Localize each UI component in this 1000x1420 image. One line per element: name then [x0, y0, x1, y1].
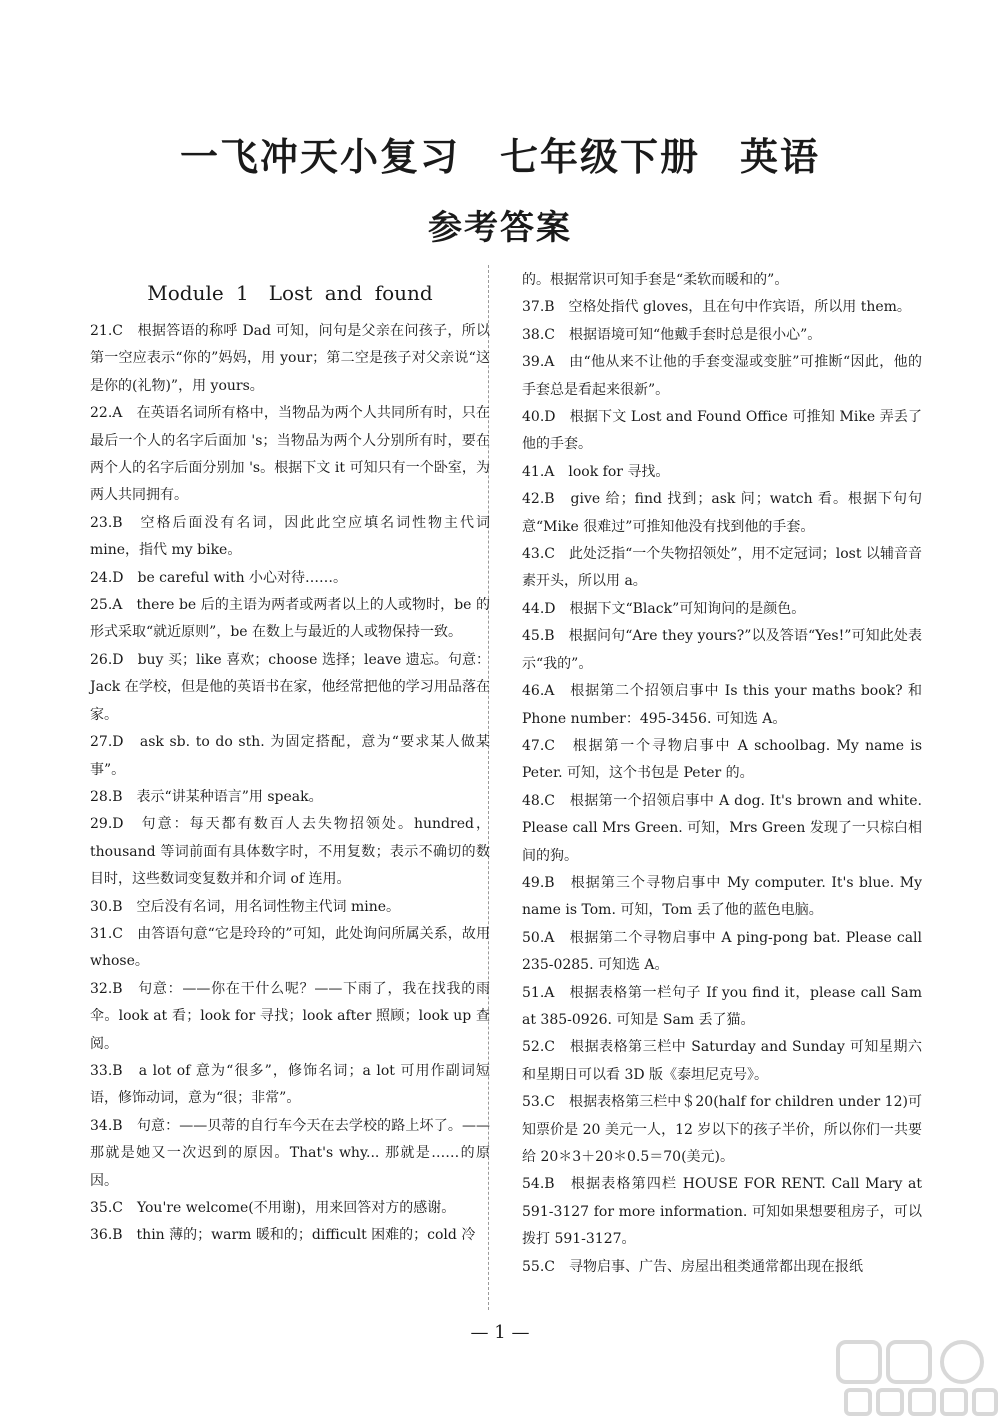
watermark-logo [836, 1338, 1000, 1420]
answer-item: 36.B thin 薄的；warm 暖和的；difficult 困难的；cold 冷 [90, 1227, 476, 1244]
answer-item: 37.B 空格处指代 gloves，且在句中作宾语，所以用 them。 [522, 299, 911, 316]
answer-item: 33.B a lot of 意为“很多”，修饰名词；a lot 可用作副词短语，修饰动词，意为“很；非常”。 [90, 1062, 490, 1107]
answer-item: 30.B 空后没有名词，用名词性物主代词 mine。 [90, 898, 401, 915]
answer-item: 38.C 根据语境可知“他戴手套时总是很小心”。 [522, 326, 822, 343]
answer-item: 31.C 由答语句意“它是玲玲的”可知，此处询问所属关系，故用 whose。 [90, 925, 490, 970]
page-number: — 1 — [470, 1322, 530, 1343]
left-answer-list [90, 318, 490, 1250]
answer-item: 32.B 句意：——你在干什么呢？——下雨了，我在找我的雨伞。look at 看；look for 寻找；look after 照顾；look up 查阅。 [90, 980, 490, 1052]
answer-item: 49.B 根据第三个寻物启事中 My computer. It's blue. My name is Tom. 可知，Tom 丢了他的蓝色电脑。 [522, 874, 922, 919]
answer-item: 54.B 根据表格第四栏 HOUSE FOR RENT. Call Mary at 591-3127 for more information. 可知如果想要租房子，可以拨打 591-3127。 [522, 1176, 922, 1248]
answer-item: 42.B give 给；find 找到；ask 问；watch 看。根据下句句意“Mike 很难过”可推知他没有找到他的手套。 [522, 491, 922, 535]
answer-item: 23.B 空格后面没有名词，因此此空应填名词性物主代词 mine，指代 my bike。 [90, 514, 490, 559]
answer-item: 55.C 寻物启事、广告、房屋出租类通常都出现在报纸 [522, 1258, 863, 1275]
answer-item: 28.B 表示“讲某种语言”用 speak。 [90, 788, 323, 805]
answer-item: 44.D 根据下文“Black”可知询问的是颜色。 [522, 600, 806, 617]
answer-item: 53.C 根据表格第三栏中＄20(half for children under 12)可知票价是 20 美元一人，12 岁以下的孩子半价，所以你们一共要给 20＊3＋20＊0.5＝70(美元)。 [522, 1094, 922, 1165]
right-column [522, 267, 922, 1281]
answer-item: 29.D 句意：每天都有数百人去失物招领处。hundred，thousand 等词前面有具体数字时，不用复数；表示不确切的数目时，这些数词变复数并和介词 of 连用。 [90, 816, 490, 888]
answer-item: 27.D ask sb. to do sth. 为固定搭配，意为“要求某人做某事”。 [90, 734, 490, 778]
right-answer-list [522, 267, 922, 1281]
answer-item: 34.B 句意：——贝蒂的自行车今天在去学校的路上坏了。——那就是她又一次迟到的原因。That's why... 那就是……的原因。 [90, 1117, 490, 1189]
answer-item: 40.D 根据下文 Lost and Found Office 可推知 Mike 弄丢了他的手套。 [522, 409, 922, 453]
answer-item: 39.A 由“他从来不让他的手套变湿或变脏”可推断“因此，他的手套总是看起来很新”。 [522, 354, 922, 398]
page-title: 一飞冲天小复习 七年级下册 英语 [179, 135, 820, 179]
answer-item: 21.C 根据答语的称呼 Dad 可知，问句是父亲在问孩子，所以第一空应表示“你的”妈妈，用 your；第二空是孩子对父亲说“这是你的(礼物)”，用 yours。 [90, 323, 490, 394]
answer-item: 45.B 根据问句“Are they yours?”以及答语“Yes!”可知此处表示“我的”。 [522, 628, 922, 672]
page-subtitle: 参考答案 [428, 208, 572, 248]
answer-item: 48.C 根据第一个招领启事中 A dog. It's brown and white. Please call Mrs Green. 可知，Mrs Green 发现了一只棕白相间的狗。 [522, 792, 922, 864]
answer-item: 51.A 根据表格第一栏句子 If you find it，please call Sam at 385-0926. 可知是 Sam 丢了猫。 [522, 984, 922, 1028]
answer-item: 50.A 根据第二个寻物启事中 A ping-pong bat. Please call 235-0285. 可知选 A。 [522, 929, 922, 974]
answer-item: 22.A 在英语名词所有格中，当物品为两个人共同所有时，只在最后一个人的名字后面加 's；当物品为两个人分别所有时，要在两个人的名字后面分别加 's。根据下文 it 可知只有一个卧室，为两人共同拥有。 [90, 405, 490, 504]
left-column [90, 270, 490, 1250]
answer-item: 41.A look for 寻找。 [522, 463, 670, 480]
answer-item: 24.D be careful with 小心对待……。 [90, 569, 348, 586]
answer-item: 43.C 此处泛指“一个失物招领处”，用不定冠词；lost 以辅音音素开头，所以用 a。 [522, 546, 922, 590]
answer-item: 52.C 根据表格第三栏中 Saturday and Sunday 可知星期六和星期日可以看 3D 版《泰坦尼克号》。 [522, 1039, 922, 1083]
answer-item: 25.A there be 后的主语为两者或两者以上的人或物时，be 的形式采取“就近原则”，be 在数上与最近的人或物保持一致。 [90, 597, 490, 641]
answer-item: 的。根据常识可知手套是“柔软而暖和的”。 [522, 272, 789, 288]
answer-item: 26.D buy 买；like 喜欢；choose 选择；leave 遗忘。句意：Jack 在学校，但是他的英语书在家，他经常把他的学习用品落在家。 [90, 651, 490, 723]
answer-item: 47.C 根据第一个寻物启事中 A schoolbag. My name is Peter. 可知，这个书包是 Peter 的。 [522, 737, 922, 782]
module-title: Module 1 Lost and found [147, 281, 433, 305]
answer-item: 46.A 根据第二个招领启事中 Is this your maths book? 和 Phone number：495-3456. 可知选 A。 [522, 683, 922, 727]
answer-item: 35.C You're welcome(不用谢)，用来回答对方的感谢。 [90, 1200, 456, 1216]
